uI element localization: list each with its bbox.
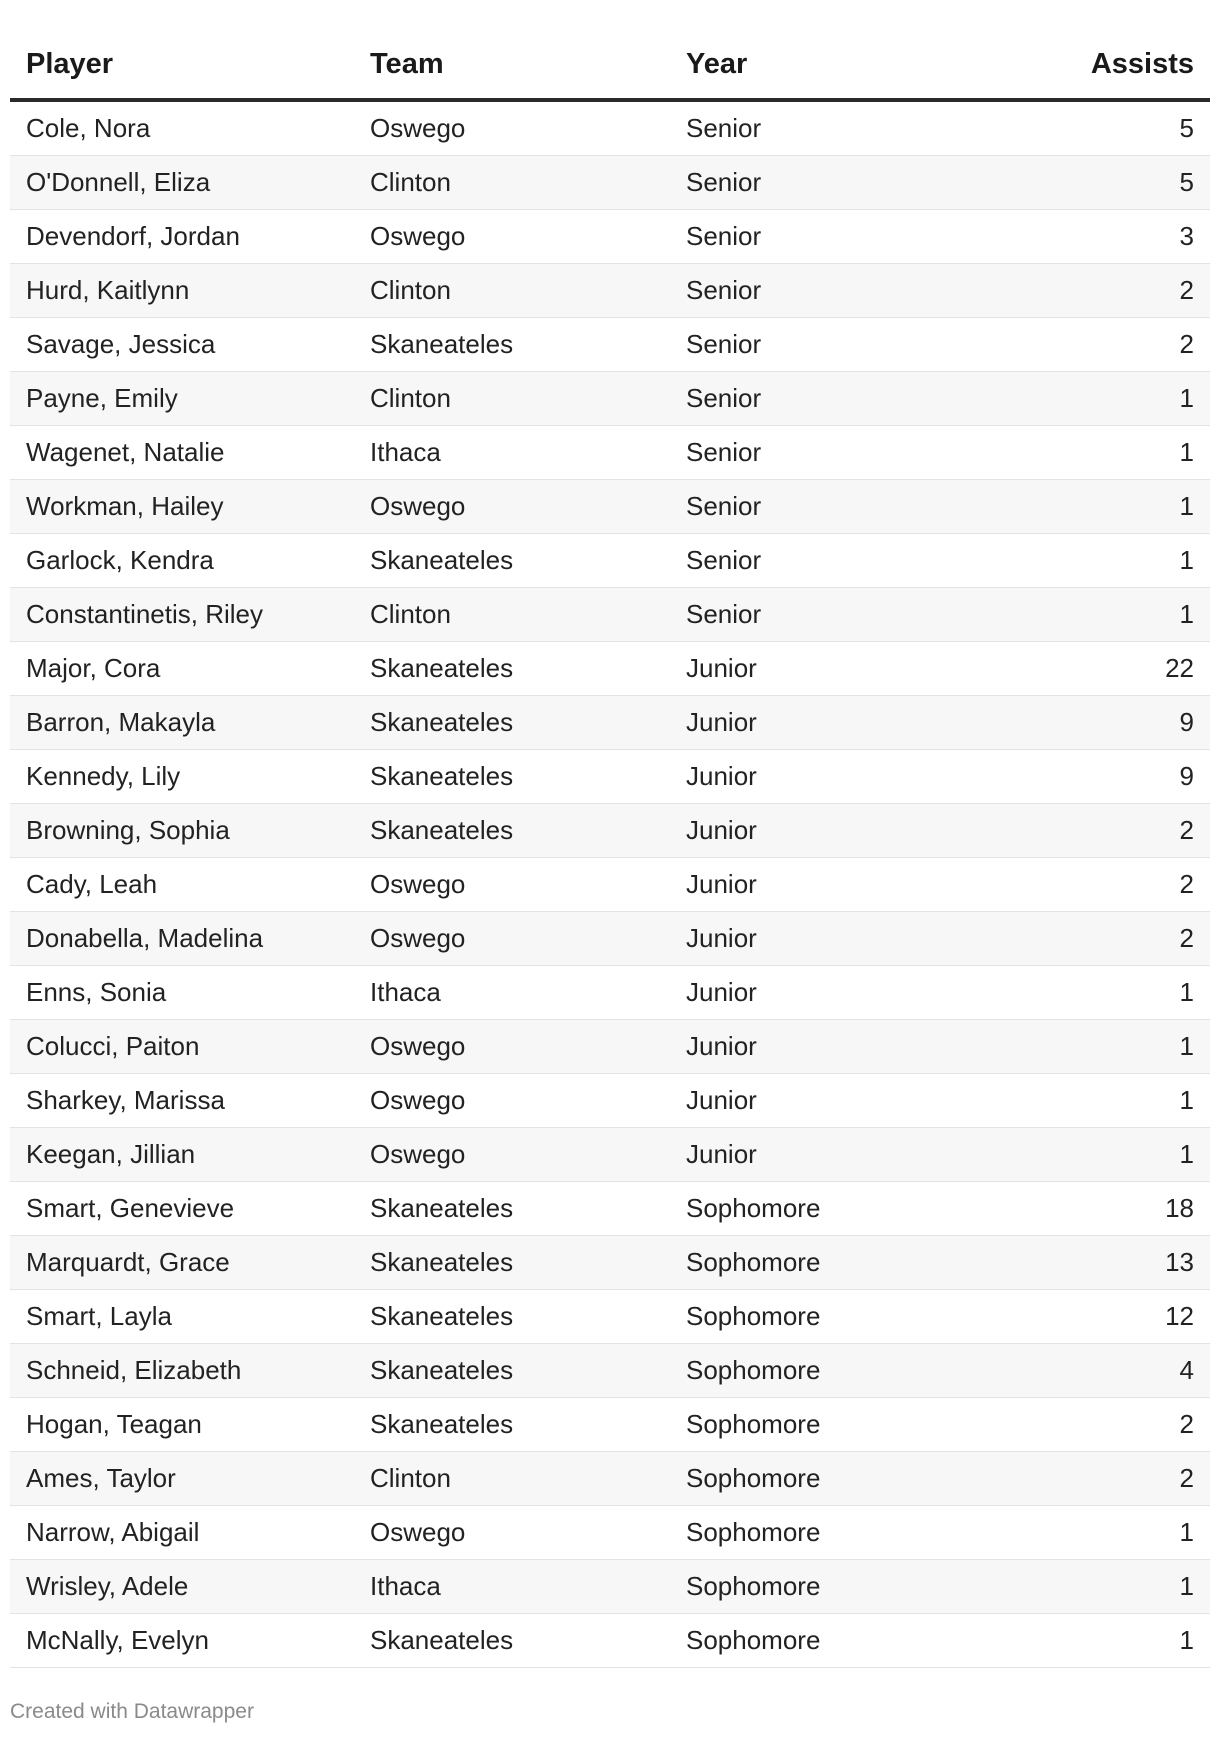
cell-player: Payne, Emily bbox=[10, 372, 370, 426]
cell-team: Ithaca bbox=[370, 1560, 686, 1614]
cell-player: Constantinetis, Riley bbox=[10, 588, 370, 642]
table-row bbox=[10, 858, 1210, 912]
cell-player: O'Donnell, Eliza bbox=[10, 156, 370, 210]
table-row bbox=[10, 750, 1210, 804]
cell-year: Sophomore bbox=[686, 1614, 1016, 1668]
cell-team: Clinton bbox=[370, 588, 686, 642]
cell-player: Smart, Layla bbox=[10, 1290, 370, 1344]
cell-assists: 1 bbox=[1016, 426, 1210, 480]
cell-team: Oswego bbox=[370, 1074, 686, 1128]
table-row bbox=[10, 100, 1210, 156]
cell-assists: 4 bbox=[1016, 1344, 1210, 1398]
cell-player: Garlock, Kendra bbox=[10, 534, 370, 588]
cell-assists: 13 bbox=[1016, 1236, 1210, 1290]
table-row bbox=[10, 1020, 1210, 1074]
table-row bbox=[10, 1614, 1210, 1668]
assists-table bbox=[10, 30, 1210, 1668]
cell-year: Senior bbox=[686, 100, 1016, 156]
cell-assists: 1 bbox=[1016, 1128, 1210, 1182]
cell-year: Senior bbox=[686, 480, 1016, 534]
cell-year: Sophomore bbox=[686, 1506, 1016, 1560]
cell-team: Skaneateles bbox=[370, 1236, 686, 1290]
cell-assists: 5 bbox=[1016, 100, 1210, 156]
cell-player: Major, Cora bbox=[10, 642, 370, 696]
cell-year: Sophomore bbox=[686, 1182, 1016, 1236]
cell-player: Smart, Genevieve bbox=[10, 1182, 370, 1236]
cell-year: Junior bbox=[686, 1128, 1016, 1182]
cell-year: Junior bbox=[686, 696, 1016, 750]
cell-assists: 1 bbox=[1016, 480, 1210, 534]
cell-player: Enns, Sonia bbox=[10, 966, 370, 1020]
column-header-team[interactable]: Team bbox=[370, 30, 686, 100]
cell-team: Oswego bbox=[370, 1020, 686, 1074]
cell-year: Junior bbox=[686, 1020, 1016, 1074]
cell-team: Skaneateles bbox=[370, 642, 686, 696]
cell-player: Browning, Sophia bbox=[10, 804, 370, 858]
cell-team: Skaneateles bbox=[370, 1182, 686, 1236]
cell-assists: 1 bbox=[1016, 1074, 1210, 1128]
table-row bbox=[10, 1344, 1210, 1398]
cell-year: Senior bbox=[686, 156, 1016, 210]
cell-player: Devendorf, Jordan bbox=[10, 210, 370, 264]
cell-assists: 2 bbox=[1016, 1452, 1210, 1506]
cell-year: Junior bbox=[686, 804, 1016, 858]
cell-team: Skaneateles bbox=[370, 696, 686, 750]
table-row bbox=[10, 588, 1210, 642]
cell-assists: 18 bbox=[1016, 1182, 1210, 1236]
cell-player: Sharkey, Marissa bbox=[10, 1074, 370, 1128]
table-row bbox=[10, 1182, 1210, 1236]
cell-player: Kennedy, Lily bbox=[10, 750, 370, 804]
cell-player: Hogan, Teagan bbox=[10, 1398, 370, 1452]
cell-assists: 1 bbox=[1016, 1020, 1210, 1074]
table-row bbox=[10, 372, 1210, 426]
table-row bbox=[10, 210, 1210, 264]
cell-team: Clinton bbox=[370, 372, 686, 426]
cell-team: Oswego bbox=[370, 912, 686, 966]
cell-team: Skaneateles bbox=[370, 804, 686, 858]
cell-team: Skaneateles bbox=[370, 750, 686, 804]
cell-assists: 2 bbox=[1016, 264, 1210, 318]
cell-assists: 2 bbox=[1016, 318, 1210, 372]
cell-player: Barron, Makayla bbox=[10, 696, 370, 750]
table-row bbox=[10, 1398, 1210, 1452]
cell-player: Savage, Jessica bbox=[10, 318, 370, 372]
cell-year: Senior bbox=[686, 210, 1016, 264]
column-header-assists[interactable]: Assists bbox=[1016, 30, 1210, 100]
cell-player: Hurd, Kaitlynn bbox=[10, 264, 370, 318]
cell-assists: 1 bbox=[1016, 534, 1210, 588]
table-row bbox=[10, 642, 1210, 696]
cell-assists: 1 bbox=[1016, 372, 1210, 426]
cell-assists: 2 bbox=[1016, 1398, 1210, 1452]
cell-team: Oswego bbox=[370, 480, 686, 534]
cell-year: Senior bbox=[686, 264, 1016, 318]
cell-team: Skaneateles bbox=[370, 318, 686, 372]
cell-assists: 1 bbox=[1016, 1560, 1210, 1614]
cell-player: Workman, Hailey bbox=[10, 480, 370, 534]
cell-team: Skaneateles bbox=[370, 1290, 686, 1344]
datawrapper-credit[interactable]: Created with Datawrapper bbox=[10, 1700, 254, 1723]
cell-player: Cady, Leah bbox=[10, 858, 370, 912]
cell-assists: 1 bbox=[1016, 588, 1210, 642]
header-row bbox=[10, 30, 1210, 100]
cell-player: Marquardt, Grace bbox=[10, 1236, 370, 1290]
cell-year: Junior bbox=[686, 750, 1016, 804]
cell-year: Senior bbox=[686, 318, 1016, 372]
table-row bbox=[10, 480, 1210, 534]
cell-year: Sophomore bbox=[686, 1290, 1016, 1344]
cell-assists: 9 bbox=[1016, 696, 1210, 750]
cell-team: Ithaca bbox=[370, 426, 686, 480]
cell-team: Skaneateles bbox=[370, 1398, 686, 1452]
cell-year: Sophomore bbox=[686, 1452, 1016, 1506]
cell-team: Oswego bbox=[370, 858, 686, 912]
cell-player: Cole, Nora bbox=[10, 100, 370, 156]
table-row bbox=[10, 1560, 1210, 1614]
table-body bbox=[10, 100, 1210, 1668]
table-row bbox=[10, 1236, 1210, 1290]
cell-player: Narrow, Abigail bbox=[10, 1506, 370, 1560]
table-row bbox=[10, 1290, 1210, 1344]
cell-assists: 2 bbox=[1016, 912, 1210, 966]
cell-year: Sophomore bbox=[686, 1398, 1016, 1452]
table-row bbox=[10, 804, 1210, 858]
cell-team: Ithaca bbox=[370, 966, 686, 1020]
table-row bbox=[10, 264, 1210, 318]
table-row bbox=[10, 1452, 1210, 1506]
table-row bbox=[10, 426, 1210, 480]
cell-year: Junior bbox=[686, 912, 1016, 966]
cell-player: McNally, Evelyn bbox=[10, 1614, 370, 1668]
cell-team: Clinton bbox=[370, 1452, 686, 1506]
cell-year: Senior bbox=[686, 426, 1016, 480]
cell-player: Wagenet, Natalie bbox=[10, 426, 370, 480]
cell-team: Skaneateles bbox=[370, 1344, 686, 1398]
cell-player: Keegan, Jillian bbox=[10, 1128, 370, 1182]
cell-team: Oswego bbox=[370, 1506, 686, 1560]
column-header-player[interactable]: Player bbox=[10, 30, 370, 100]
cell-assists: 1 bbox=[1016, 966, 1210, 1020]
cell-team: Oswego bbox=[370, 100, 686, 156]
cell-team: Skaneateles bbox=[370, 1614, 686, 1668]
table-row bbox=[10, 1506, 1210, 1560]
table-row bbox=[10, 1128, 1210, 1182]
table-header bbox=[10, 30, 1210, 100]
cell-assists: 2 bbox=[1016, 804, 1210, 858]
cell-year: Sophomore bbox=[686, 1236, 1016, 1290]
table-row bbox=[10, 912, 1210, 966]
cell-year: Junior bbox=[686, 1074, 1016, 1128]
cell-team: Clinton bbox=[370, 264, 686, 318]
cell-team: Oswego bbox=[370, 210, 686, 264]
cell-assists: 9 bbox=[1016, 750, 1210, 804]
table-row bbox=[10, 1074, 1210, 1128]
cell-team: Oswego bbox=[370, 1128, 686, 1182]
table-row bbox=[10, 966, 1210, 1020]
cell-player: Donabella, Madelina bbox=[10, 912, 370, 966]
cell-assists: 5 bbox=[1016, 156, 1210, 210]
cell-year: Senior bbox=[686, 534, 1016, 588]
cell-year: Junior bbox=[686, 642, 1016, 696]
table-row bbox=[10, 318, 1210, 372]
cell-assists: 12 bbox=[1016, 1290, 1210, 1344]
table-row bbox=[10, 534, 1210, 588]
cell-player: Ames, Taylor bbox=[10, 1452, 370, 1506]
column-header-year[interactable]: Year bbox=[686, 30, 1016, 100]
cell-assists: 1 bbox=[1016, 1614, 1210, 1668]
cell-assists: 2 bbox=[1016, 858, 1210, 912]
cell-year: Junior bbox=[686, 966, 1016, 1020]
cell-assists: 22 bbox=[1016, 642, 1210, 696]
table-row bbox=[10, 156, 1210, 210]
cell-player: Colucci, Paiton bbox=[10, 1020, 370, 1074]
table-row bbox=[10, 696, 1210, 750]
cell-year: Junior bbox=[686, 858, 1016, 912]
cell-player: Schneid, Elizabeth bbox=[10, 1344, 370, 1398]
cell-assists: 1 bbox=[1016, 1506, 1210, 1560]
cell-year: Senior bbox=[686, 588, 1016, 642]
cell-team: Clinton bbox=[370, 156, 686, 210]
cell-player: Wrisley, Adele bbox=[10, 1560, 370, 1614]
cell-team: Skaneateles bbox=[370, 534, 686, 588]
cell-year: Sophomore bbox=[686, 1344, 1016, 1398]
cell-year: Senior bbox=[686, 372, 1016, 426]
cell-assists: 3 bbox=[1016, 210, 1210, 264]
cell-year: Sophomore bbox=[686, 1560, 1016, 1614]
